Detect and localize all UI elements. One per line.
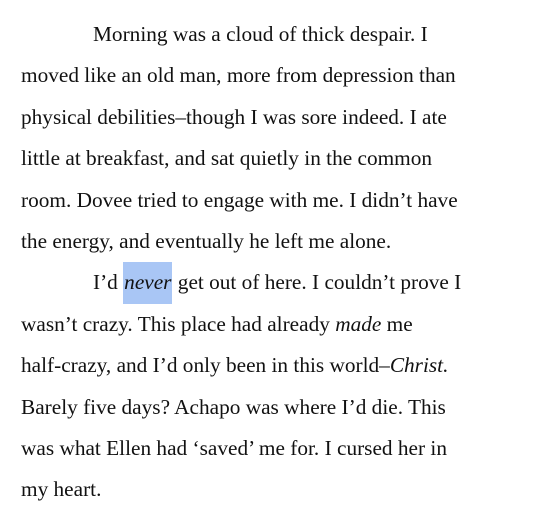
italic-text: Christ. — [389, 353, 449, 378]
selected-text-highlight[interactable]: never — [123, 262, 172, 303]
text-line — [21, 304, 521, 345]
text-line: was what Ellen had ‘saved’ me for. I cursed her in — [21, 435, 447, 460]
text-line: moved like an old man, more from depression than — [21, 63, 456, 88]
text-line: the energy, and eventually he left me alone. — [21, 228, 392, 253]
paragraph-1 — [21, 14, 521, 262]
text-line: Morning was a cloud of thick despair. I — [93, 22, 428, 46]
text-run: I’d — [93, 270, 124, 295]
text-line: room. Dovee tried to engage with me. I didn’t have — [21, 187, 458, 212]
text-run: half-crazy, and I’d only been in this world– — [21, 353, 390, 378]
text-line: my heart. — [21, 477, 102, 502]
text-run: wasn’t crazy. This place had already — [21, 311, 336, 336]
text-line: little at breakfast, and sat quietly in the common — [21, 146, 433, 171]
italic-text: made — [335, 311, 382, 336]
text-run: get out of here. I couldn’t prove I — [172, 270, 462, 295]
text-line — [21, 262, 521, 303]
paragraph-2 — [21, 262, 521, 510]
text-run: me — [381, 311, 413, 336]
text-line: Barely five days? Achapo was where I’d die. This — [21, 394, 446, 419]
text-line — [21, 345, 521, 386]
text-line: physical debilities–though I was sore indeed. I ate — [21, 104, 447, 129]
document-body[interactable] — [21, 14, 521, 511]
